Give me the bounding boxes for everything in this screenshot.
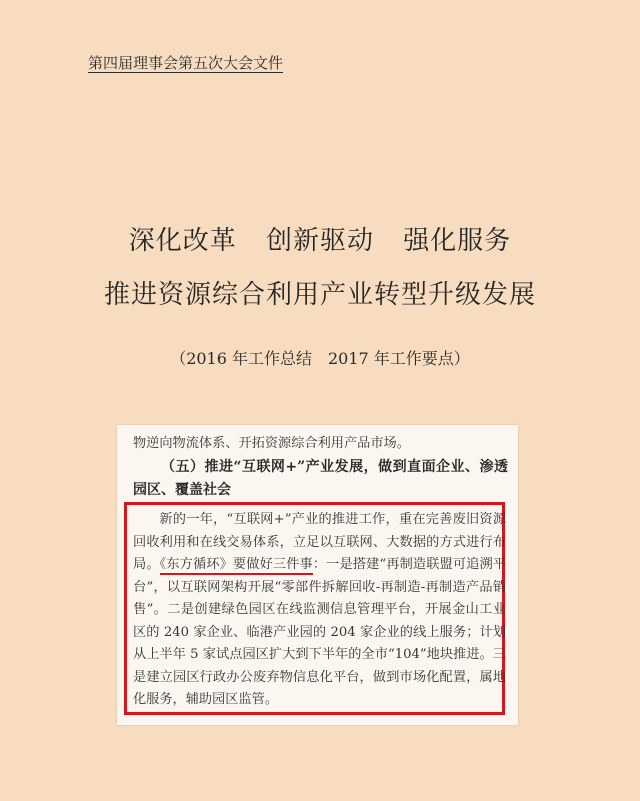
title-part-1: 深化改革 xyxy=(128,226,237,256)
heading-text: （五）推进“互联网+”产业发展，做到直面企业、渗透园区、覆盖社会 xyxy=(133,459,508,498)
excerpt-heading xyxy=(133,456,508,501)
main-title-line2: 推进资源综合利用产业转型升级发展 xyxy=(103,280,536,310)
underlined-phrase: 《东方循环》要做好三件事 xyxy=(160,557,313,575)
excerpt-body xyxy=(133,509,506,712)
lead-text: 物逆向物流体系、开拓资源综合利用产品市场。 xyxy=(133,436,410,451)
main-title-line1 xyxy=(0,220,640,257)
excerpt-clipping xyxy=(117,425,518,725)
body-post: ：一是搭建“再制造联盟可追溯平台”，以互联网架构开展“零部件拆解回收-再制造-再制造产品销售”。二是创建绿色园区在线监测信息管理平台，开展金山工业区的 240 家企业、临港产业园的 204 家企业的线上服务；计划从上半年 5 家试点园区扩大到下半年的全市“104”地块推进。三是建立园区行政办公废弃物信息化平台，做到市场化配置，属地化服务，辅助园区监管。 xyxy=(133,557,507,707)
body-pre: 新的一年，“互联网+”产业的推进工作，重在完善废旧资源回收利用和在线交易体系，立足以互联网、大数据的方式进行布局。 xyxy=(133,512,506,572)
title-part-3: 强化服务 xyxy=(403,226,512,256)
title-part-2: 创新驱动 xyxy=(265,226,374,256)
subtitle: （2016 年工作总结 2017 年工作要点） xyxy=(170,349,470,368)
document-header: 第四届理事会第五次大会文件 xyxy=(88,54,284,72)
excerpt-lead xyxy=(133,433,508,456)
body-paragraph xyxy=(133,509,506,712)
